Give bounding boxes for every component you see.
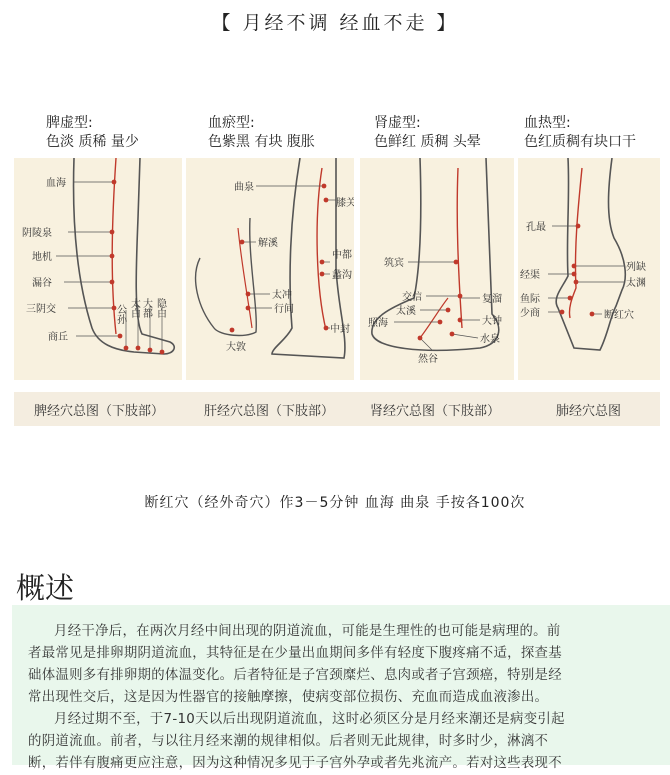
point-label: 大敦 [226,342,246,353]
point-label: 少商 [520,308,540,319]
lung-caption: 肺经穴总图 [556,404,622,419]
point-label: 阴陵泉 [22,228,52,239]
massage-instruction: 断红穴（经外奇穴）作3－5分钟 血海 曲泉 手按各100次 [144,495,526,511]
point-label: 血海 [46,178,66,189]
type-blood-stasis-heading [208,114,315,152]
type-label: 脾虚型: [46,115,93,131]
text-line: 者最常见是排卵期阴道流血，其特征是在少量出血期间多伴有轻度下腹疼痛不适，探查基 [28,646,562,661]
point-label: 地机 [32,252,52,263]
text-line: 常出现性交后，这是因为性器官的接触摩擦，使病变部位损伤、充血而造成血液渗出。 [28,690,549,705]
paragraph-1 [28,621,668,709]
type-label: 肾虚型: [374,115,421,131]
point-label: 曲泉 [234,182,254,193]
type-blood-heat-heading [524,114,636,152]
page-title: 【 月经不调 经血不走 】 [211,12,459,34]
kidney-caption: 肾经穴总图（下肢部） [370,404,501,419]
point-label: 蠡沟 [332,270,352,281]
point-label: 交信 [402,292,422,303]
point-label: 解溪 [258,238,278,249]
type-description: 色淡 质稀 量少 [46,134,139,150]
liver-leg-illustration [186,158,354,380]
point-label: 大钟 [482,316,502,327]
point-label: 中封 [330,324,350,335]
point-label: 大都 [140,298,152,318]
point-label: 太溪 [396,306,416,317]
paragraph-2 [28,709,668,775]
point-label: 漏谷 [32,278,52,289]
type-spleen-heading [46,114,139,152]
type-kidney-heading [374,114,481,152]
point-label: 中都 [332,250,352,261]
point-label: 公孙 [114,304,126,324]
text-line: 断，若伴有腹痛更应注意，因为这种情况多见于子宫外孕或者先兆流产。若对这些表现不 [28,756,562,771]
liver-meridian-diagram [186,158,354,380]
point-label: 筑宾 [384,258,404,269]
point-label: 膝关 [336,198,354,209]
point-label: 水泉 [480,334,500,345]
type-description: 色红质稠有块口干 [524,134,636,150]
point-label: 商丘 [48,332,68,343]
kidney-ankle-illustration [360,158,514,380]
type-label: 血热型: [524,115,571,131]
point-label: 断红穴 [604,310,634,321]
type-label: 血瘀型: [208,115,255,131]
lung-meridian-diagram [518,158,660,380]
point-label: 太冲 [272,290,292,301]
text-line: 的阴道流血。前者，与以往月经来潮的规律相似。后者则无此规律，时多时少，淋漓不 [28,734,549,749]
point-label: 鱼际 [520,294,540,305]
spleen-caption: 脾经穴总图（下肢部） [34,404,165,419]
type-description: 色紫黑 有块 腹胀 [208,134,315,150]
overview-textbox [12,605,670,771]
kidney-meridian-diagram [360,158,514,380]
spleen-meridian-diagram [14,158,182,380]
text-line: 月经干净后，在两次月经中间出现的阴道流血，可能是生理性的也可能是病理的。前 [54,624,561,639]
point-label: 孔最 [526,222,546,233]
point-label: 三阴交 [26,304,56,315]
point-label: 经渠 [520,270,540,281]
point-label: 照海 [368,318,388,329]
point-label: 列缺 [626,262,646,273]
spleen-leg-illustration [14,158,182,380]
lung-arm-illustration [518,158,660,380]
text-line: 础体温则多有排卵期的体温变化。后者特征是子宫颈糜烂、息肉或者子宫颈癌，特别是经 [28,668,562,683]
section-title: 概述 [16,571,75,605]
type-description: 色鲜红 质稠 头晕 [374,134,481,150]
liver-caption: 肝经穴总图（下肢部） [204,404,335,419]
point-label: 复溜 [482,294,502,305]
point-label: 太白 [128,298,140,318]
point-label: 隐白 [154,298,166,318]
text-line: 月经过期不至，于7-10天以后出现阴道流血，这时必须区分是月经来潮还是病变引起 [54,712,565,727]
point-label: 行间 [274,304,294,315]
point-label: 太渊 [626,278,646,289]
point-label: 然谷 [418,354,438,365]
